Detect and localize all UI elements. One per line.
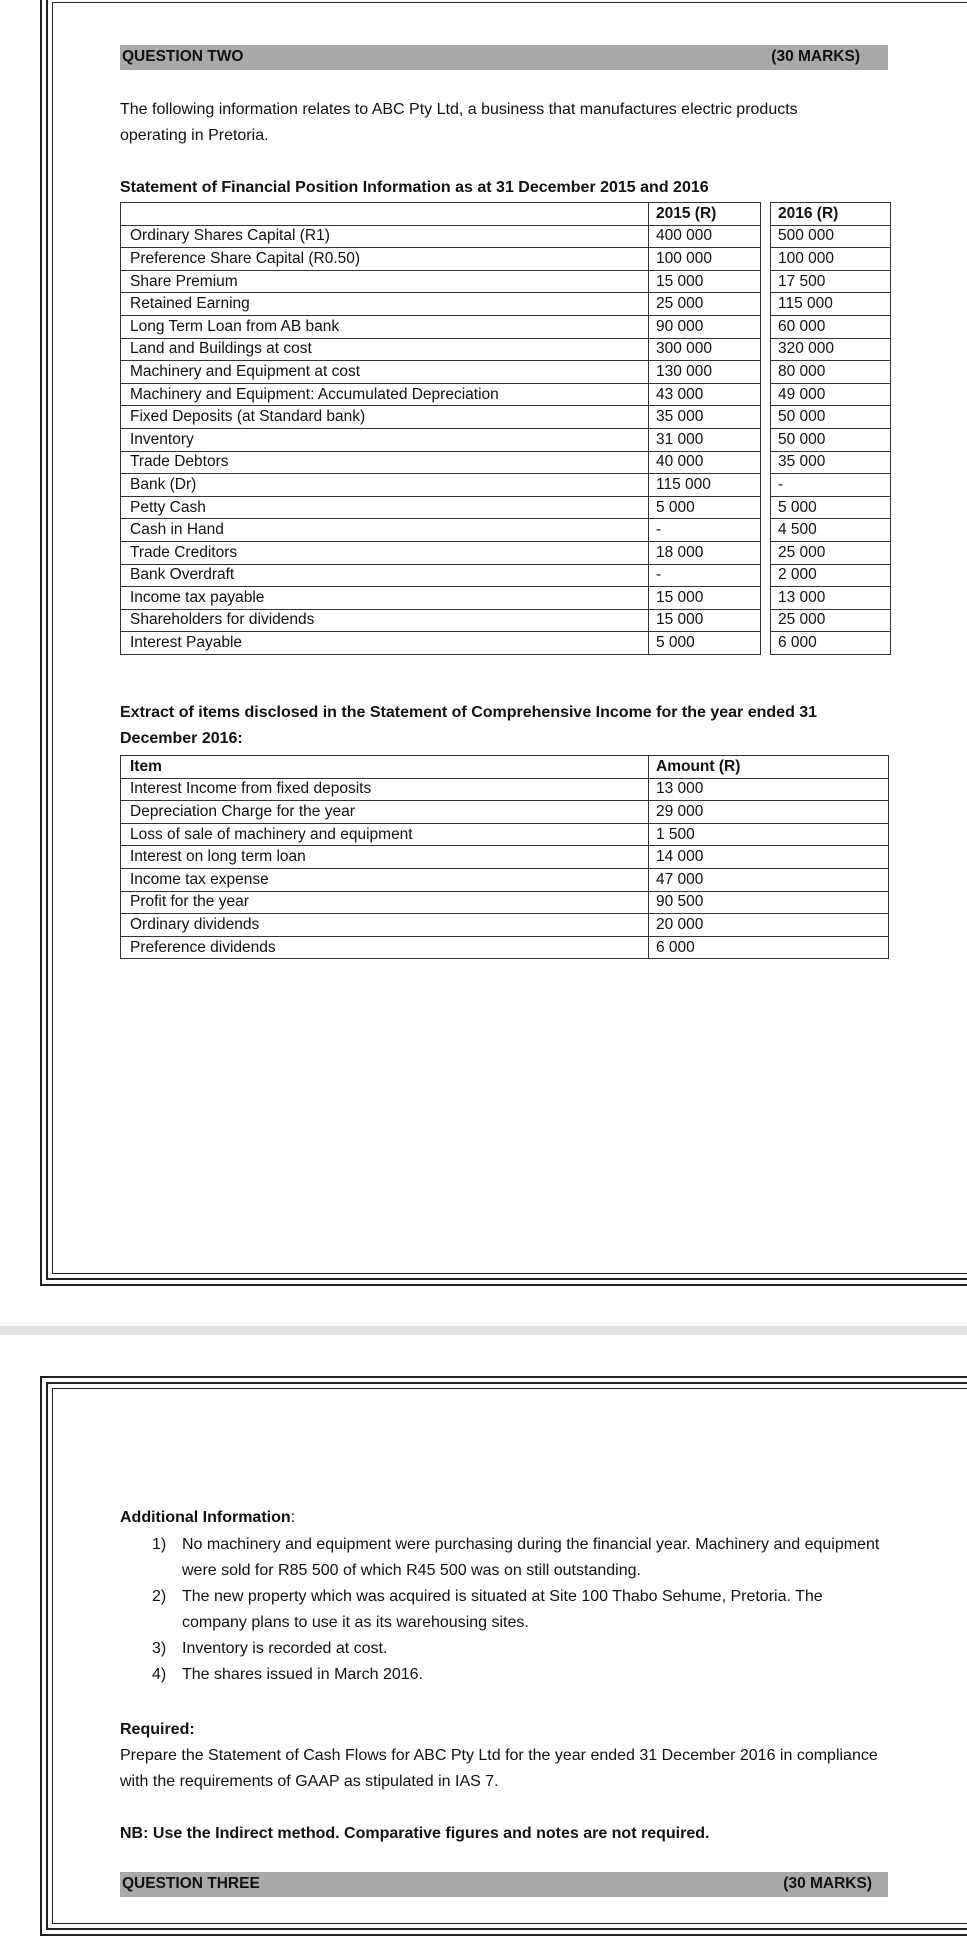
sfp-row <box>121 428 891 451</box>
sfp-value-2016: 49 000 <box>771 383 891 406</box>
sci-row <box>121 846 889 869</box>
sfp-value-2015: 15 000 <box>649 609 761 632</box>
question-three-marks: (30 MARKS) <box>783 1875 872 1892</box>
sfp-item: Shareholders for dividends <box>121 609 649 632</box>
sfp-item: Inventory <box>121 428 649 451</box>
sfp-row <box>121 361 891 384</box>
sfp-value-2015: 40 000 <box>649 451 761 474</box>
sfp-value-2015: 130 000 <box>649 361 761 384</box>
sfp-item: Bank (Dr) <box>121 474 649 497</box>
sfp-item: Interest Payable <box>121 632 649 655</box>
question-three-header <box>120 1872 888 1897</box>
sfp-value-2015: 31 000 <box>649 428 761 451</box>
sfp-value-2015: - <box>649 519 761 542</box>
sfp-row <box>121 248 891 271</box>
item-text: The shares issued in March 2016. <box>182 1666 424 1683</box>
sci-amount: 20 000 <box>649 914 889 937</box>
sfp-value-2016: 115 000 <box>771 293 891 316</box>
item-number: 3) <box>152 1640 167 1657</box>
nb-note: NB: Use the Indirect method. Comparative figures and notes are not required. <box>120 1825 710 1842</box>
sfp-value-2016: 50 000 <box>771 406 891 429</box>
sfp-row <box>121 293 891 316</box>
sfp-row <box>121 564 891 587</box>
sfp-value-2015: 90 000 <box>649 315 761 338</box>
item-text: Inventory is recorded at cost. <box>182 1640 388 1657</box>
sfp-item: Cash in Hand <box>121 519 649 542</box>
sfp-row <box>121 270 891 293</box>
additional-info-colon: : <box>290 1509 296 1526</box>
sfp-row <box>121 632 891 655</box>
sfp-value-2015: 115 000 <box>649 474 761 497</box>
sfp-value-2015: 100 000 <box>649 248 761 271</box>
sci-row <box>121 868 889 891</box>
sfp-value-2016: 50 000 <box>771 428 891 451</box>
sci-amount: 90 500 <box>649 891 889 914</box>
sci-amount: 14 000 <box>649 846 889 869</box>
sfp-row <box>121 315 891 338</box>
page-separator <box>0 1326 967 1335</box>
sfp-row <box>121 225 891 248</box>
required-text: Prepare the Statement of Cash Flows for ABC Pty Ltd for the year ended 31 December 2016 in compliance with the requirements of GAAP as stipulated in IAS 7. <box>120 1747 878 1790</box>
sfp-value-2016: 60 000 <box>771 315 891 338</box>
sfp-value-2016: 17 500 <box>771 270 891 293</box>
sfp-row <box>121 338 891 361</box>
question-two-header <box>120 45 888 70</box>
sfp-value-2016: 6 000 <box>771 632 891 655</box>
sfp-value-2016: 25 000 <box>771 541 891 564</box>
sfp-value-2016: 4 500 <box>771 519 891 542</box>
item-text: The new property which was acquired is situated at Site 100 Thabo Sehume, Pretoria. The company plans to use it as its warehousing sites. <box>182 1588 823 1631</box>
sci-header-amount: Amount (R) <box>649 756 889 779</box>
sfp-value-2016: 100 000 <box>771 248 891 271</box>
additional-info-title: Additional Information <box>120 1509 291 1526</box>
sfp-item: Fixed Deposits (at Standard bank) <box>121 406 649 429</box>
sfp-item: Petty Cash <box>121 496 649 519</box>
sfp-header-item <box>121 203 649 226</box>
sfp-value-2016: 5 000 <box>771 496 891 519</box>
sfp-value-2015: - <box>649 564 761 587</box>
sfp-value-2015: 25 000 <box>649 293 761 316</box>
sci-item: Loss of sale of machinery and equipment <box>121 823 649 846</box>
sci-item: Interest Income from fixed deposits <box>121 778 649 801</box>
sfp-item: Machinery and Equipment: Accumulated Depreciation <box>121 383 649 406</box>
sfp-item: Trade Creditors <box>121 541 649 564</box>
sci-item: Preference dividends <box>121 936 649 959</box>
sfp-value-2016: 13 000 <box>771 587 891 610</box>
sfp-value-2015: 35 000 <box>649 406 761 429</box>
sfp-row <box>121 541 891 564</box>
sfp-value-2016: 500 000 <box>771 225 891 248</box>
sci-amount: 6 000 <box>649 936 889 959</box>
sci-item: Interest on long term loan <box>121 846 649 869</box>
sfp-header-2015: 2015 (R) <box>649 203 761 226</box>
sci-amount: 1 500 <box>649 823 889 846</box>
sci-item: Income tax expense <box>121 868 649 891</box>
item-number: 1) <box>152 1536 167 1553</box>
sci-item: Ordinary dividends <box>121 914 649 937</box>
sfp-value-2016: 25 000 <box>771 609 891 632</box>
sfp-row <box>121 609 891 632</box>
sci-item: Depreciation Charge for the year <box>121 801 649 824</box>
sfp-value-2015: 15 000 <box>649 587 761 610</box>
sci-item: Profit for the year <box>121 891 649 914</box>
sfp-value-2015: 15 000 <box>649 270 761 293</box>
sfp-item: Ordinary Shares Capital (R1) <box>121 225 649 248</box>
sci-row <box>121 891 889 914</box>
sfp-header-row <box>121 203 891 226</box>
required-heading: Required: <box>120 1721 195 1738</box>
sfp-value-2015: 5 000 <box>649 496 761 519</box>
sfp-row <box>121 587 891 610</box>
sci-amount: 47 000 <box>649 868 889 891</box>
sfp-item: Preference Share Capital (R0.50) <box>121 248 649 271</box>
sfp-item: Retained Earning <box>121 293 649 316</box>
sfp-value-2015: 43 000 <box>649 383 761 406</box>
sfp-row <box>121 406 891 429</box>
sfp-table <box>120 202 891 655</box>
sfp-value-2016: 2 000 <box>771 564 891 587</box>
item-text: No machinery and equipment were purchasing during the financial year. Machinery and equipment were sold for R85 500 of which R45 500 was on still outstanding. <box>182 1536 880 1579</box>
sfp-item: Income tax payable <box>121 587 649 610</box>
sfp-item: Land and Buildings at cost <box>121 338 649 361</box>
sfp-row <box>121 496 891 519</box>
sci-header-row <box>121 756 889 779</box>
question-three-title: QUESTION THREE <box>122 1875 260 1892</box>
additional-info-list <box>120 1532 880 1688</box>
sfp-row <box>121 474 891 497</box>
sci-row <box>121 936 889 959</box>
question-intro: The following information relates to ABC Pty Ltd, a business that manufactures electric products operating in Pretoria. <box>120 101 798 144</box>
question-two-title: QUESTION TWO <box>122 48 244 65</box>
sfp-row <box>121 519 891 542</box>
sfp-item: Share Premium <box>121 270 649 293</box>
additional-info-item <box>120 1584 880 1636</box>
sci-row <box>121 801 889 824</box>
sci-row <box>121 914 889 937</box>
additional-info-heading <box>120 1505 888 1531</box>
sci-heading: Extract of items disclosed in the Statement of Comprehensive Income for the year ended 31 December 2016: <box>120 704 818 747</box>
sfp-value-2015: 400 000 <box>649 225 761 248</box>
sfp-item: Bank Overdraft <box>121 564 649 587</box>
sfp-value-2016: 320 000 <box>771 338 891 361</box>
sci-header-item: Item <box>121 756 649 779</box>
sci-amount: 29 000 <box>649 801 889 824</box>
sfp-item: Long Term Loan from AB bank <box>121 315 649 338</box>
sci-row <box>121 823 889 846</box>
sfp-item: Trade Debtors <box>121 451 649 474</box>
sfp-item: Machinery and Equipment at cost <box>121 361 649 384</box>
sfp-value-2015: 300 000 <box>649 338 761 361</box>
additional-info-item <box>120 1662 880 1688</box>
sfp-value-2016: 35 000 <box>771 451 891 474</box>
sci-table <box>120 755 889 959</box>
sfp-row <box>121 451 891 474</box>
sfp-value-2016: 80 000 <box>771 361 891 384</box>
sfp-row <box>121 383 891 406</box>
sfp-value-2015: 5 000 <box>649 632 761 655</box>
sfp-header-2016: 2016 (R) <box>771 203 891 226</box>
sci-amount: 13 000 <box>649 778 889 801</box>
sci-row <box>121 778 889 801</box>
sfp-heading: Statement of Financial Position Information as at 31 December 2015 and 2016 <box>120 179 709 196</box>
sfp-value-2016: - <box>771 474 891 497</box>
item-number: 2) <box>152 1588 167 1605</box>
question-two-marks: (30 MARKS) <box>771 48 860 65</box>
additional-info-item <box>120 1532 880 1584</box>
item-number: 4) <box>152 1666 167 1683</box>
additional-info-item <box>120 1636 880 1662</box>
sfp-value-2015: 18 000 <box>649 541 761 564</box>
